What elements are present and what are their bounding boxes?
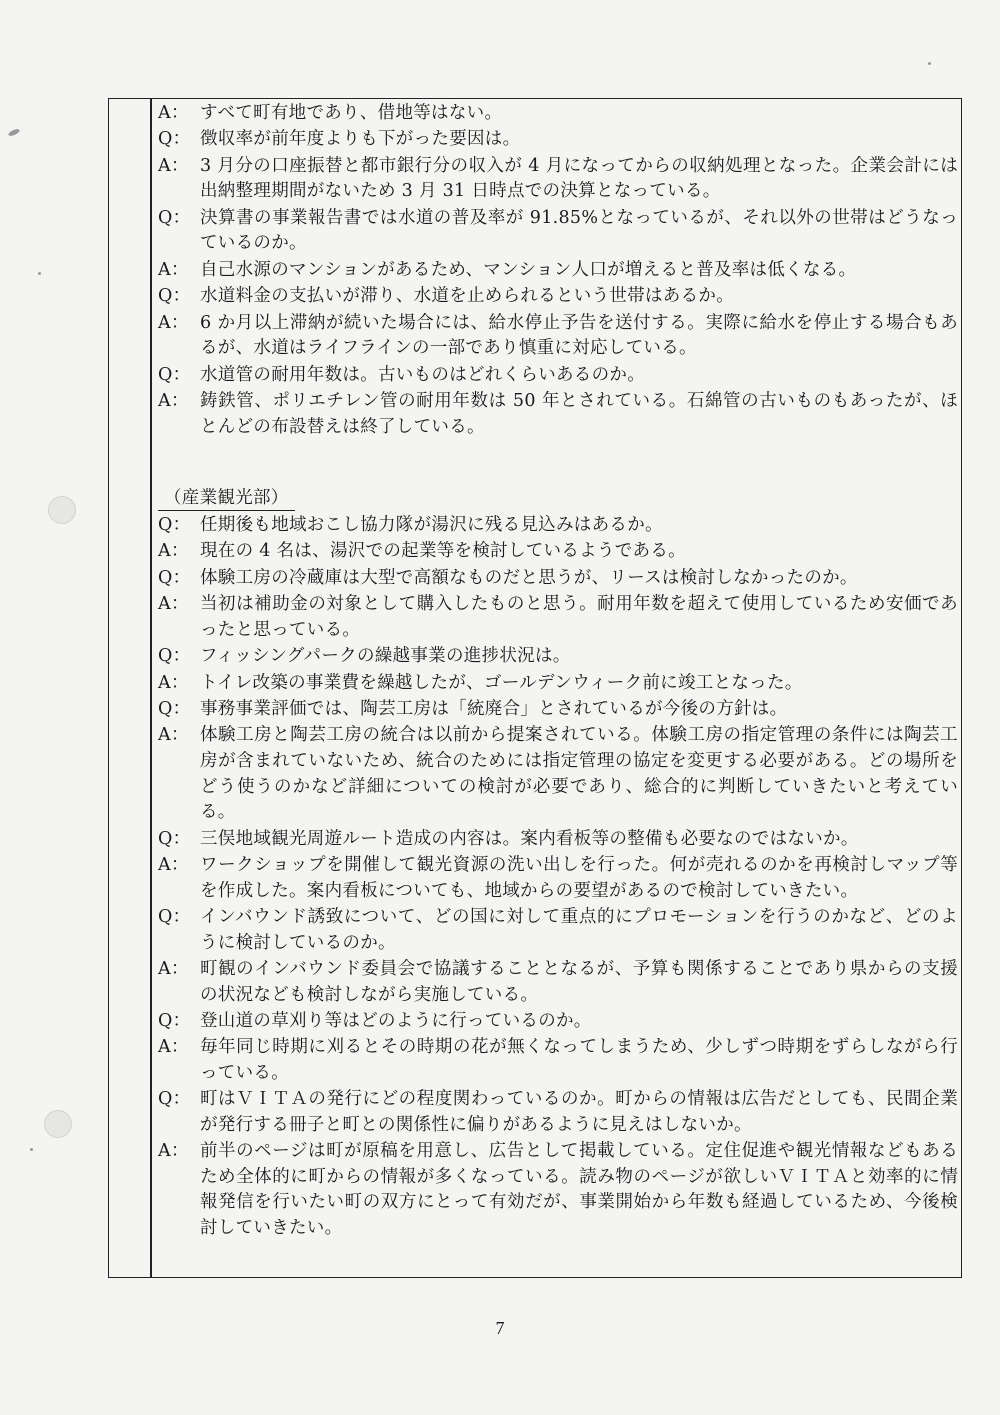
- qa-text: 水道料金の支払いが滞り、水道を止められるという世帯はあるか。: [200, 286, 734, 307]
- qa-prefix: Q：: [158, 828, 191, 849]
- qa-prefix: Q：: [158, 515, 191, 536]
- qa-prefix: A：: [158, 672, 189, 693]
- section-heading: （産業観光部）: [158, 486, 295, 511]
- qa-prefix: Q：: [158, 286, 191, 307]
- question-item: [158, 513, 958, 539]
- answer-item: [158, 539, 958, 565]
- qa-text: 町観のインバウンド委員会で協議することとなるが、予算も関係することであり県からの支援の状況なども検討しながら実施している。: [200, 958, 958, 1005]
- qa-text: フィッシングパークの繰越事業の進捗状況は。: [200, 646, 571, 667]
- qa-text: 決算書の事業報告書では水道の普及率が 91.85%となっているが、それ以外の世帯はどうなっているのか。: [200, 207, 958, 254]
- qa-prefix: Q：: [158, 129, 191, 150]
- question-item: [158, 644, 958, 670]
- qa-prefix: Q：: [158, 906, 191, 927]
- qa-prefix: Q：: [158, 364, 191, 385]
- punch-hole: [48, 496, 76, 524]
- scan-speck: [38, 272, 41, 275]
- qa-text: 鋳鉄管、ポリエチレン管の耐用年数は 50 年とされている。石綿管の古いものもあったが、ほとんどの布設替えは終了している。: [200, 390, 958, 437]
- qa-text: 自己水源のマンションがあるため、マンション人口が増えると普及率は低くなる。: [200, 259, 857, 280]
- qa-prefix: A：: [158, 594, 189, 615]
- punch-hole: [44, 1110, 72, 1138]
- answer-item: [158, 389, 958, 440]
- scan-speck: [8, 128, 21, 138]
- qa-text: 徴収率が前年度よりも下がった要因は。: [200, 129, 521, 150]
- qa-text: 体験工房と陶芸工房の統合は以前から提案されている。体験工房の指定管理の条件には陶芸工房が含まれていないため、統合のためには指定管理の協定を変更する必要がある。どの場所をどう使うのかなど詳細についての検討が必要であり、総合的に判断していきたいと考えている。: [200, 725, 958, 823]
- answer-item: [158, 154, 958, 205]
- answer-item: [158, 723, 958, 825]
- answer-item: [158, 1035, 958, 1086]
- answer-item: [158, 592, 958, 643]
- qa-text: 3 月分の口座振替と都市銀行分の収入が 4 月になってからの収納処理となった。企業会計には出納整理期間がないため 3 月 31 日時点での決算となっている。: [200, 155, 958, 202]
- qa-text: 現在の 4 名は、湯沢での起業等を検討しているようである。: [200, 541, 686, 562]
- answer-item: [158, 671, 958, 697]
- question-item: [158, 284, 958, 310]
- answer-item: [158, 311, 958, 362]
- qa-text: 体験工房の冷蔵庫は大型で高額なものだと思うが、リースは検討しなかったのか。: [200, 567, 858, 588]
- qa-prefix: A：: [158, 312, 189, 333]
- page-number: 7: [495, 1318, 505, 1338]
- qa-text: 6 か月以上滞納が続いた場合には、給水停止予告を送付する。実際に給水を停止する場合もあるが、水道はライフラインの一部であり慎重に対応している。: [200, 312, 958, 359]
- qa-text: インバウンド誘致について、どの国に対して重点的にプロモーションを行うのかなど、どのように検討しているのか。: [200, 906, 958, 953]
- qa-prefix: A：: [158, 1037, 189, 1058]
- qa-text: トイレ改築の事業費を繰越したが、ゴールデンウィーク前に竣工となった。: [200, 672, 803, 693]
- qa-prefix: Q：: [158, 646, 191, 667]
- qa-text: 事務事業評価では、陶芸工房は「統廃合」とされているが今後の方針は。: [200, 699, 788, 720]
- question-item: [158, 127, 958, 153]
- qa-text: 前半のページは町が原稿を用意し、広告として掲載している。定住促進や観光情報などもあるため全体的に町からの情報が多くなっている。読み物のページが欲しいＶＩＴＡと効率的に情報発信を行いたい町の双方にとって有効だが、事業開始から年数も経過しているため、今後検討していきたい。: [200, 1141, 958, 1239]
- column-divider: [150, 98, 152, 1278]
- qa-text: 毎年同じ時期に刈るとその時期の花が無くなってしまうため、少しずつ時期をずらしながら行っている。: [200, 1037, 958, 1083]
- qa-prefix: A：: [158, 541, 189, 562]
- qa-prefix: A：: [158, 1141, 189, 1162]
- answer-item: [158, 101, 958, 127]
- question-item: [158, 206, 958, 257]
- qa-prefix: A：: [158, 854, 189, 875]
- qa-text: 任期後も地域おこし協力隊が湯沢に残る見込みはあるか。: [200, 515, 663, 536]
- qa-prefix: A：: [158, 958, 189, 979]
- qa-text: 三俣地域観光周遊ルート造成の内容は。案内看板等の整備も必要なのではないか。: [200, 828, 859, 849]
- qa-text: 当初は補助金の対象として購入したものと思う。耐用年数を超えて使用しているため安価であったと思っている。: [200, 594, 958, 640]
- answer-item: [158, 1139, 958, 1241]
- qa-prefix: Q：: [158, 699, 191, 720]
- qa-prefix: A：: [158, 725, 189, 746]
- qa-text: ワークショップを開催して観光資源の洗い出しを行った。何が売れるのかを再検討しマップ等を作成した。案内看板についても、地域からの要望があるので検討していきたい。: [200, 854, 958, 901]
- qa-text: 水道管の耐用年数は。古いものはどれくらいあるのか。: [200, 364, 645, 385]
- qa-prefix: A：: [158, 103, 189, 123]
- qa-list-bottom: [158, 513, 958, 1242]
- minutes-content: [158, 101, 958, 1242]
- qa-prefix: Q：: [158, 1010, 191, 1031]
- question-item: [158, 827, 958, 853]
- scan-speck: [30, 1148, 33, 1151]
- qa-text: 町はＶＩＴＡの発行にどの程度関わっているのか。町からの情報は広告だとしても、民間企業が発行する冊子と町との関係性に偏りがあるように見えはしないか。: [200, 1089, 958, 1135]
- qa-prefix: A：: [158, 155, 189, 176]
- qa-prefix: Q：: [158, 567, 191, 588]
- answer-item: [158, 258, 958, 284]
- question-item: [158, 905, 958, 956]
- answer-item: [158, 853, 958, 904]
- question-item: [158, 697, 958, 723]
- qa-text: 登山道の草刈り等はどのように行っているのか。: [200, 1010, 592, 1031]
- question-item: [158, 1009, 958, 1035]
- qa-list-top: [158, 101, 958, 440]
- qa-prefix: Q：: [158, 207, 191, 228]
- qa-prefix: A：: [158, 259, 189, 280]
- question-item: [158, 566, 958, 592]
- scan-speck: [928, 62, 931, 65]
- qa-prefix: A：: [158, 390, 189, 411]
- question-item: [158, 1087, 958, 1138]
- answer-item: [158, 957, 958, 1008]
- qa-text: すべて町有地であり、借地等はない。: [200, 103, 503, 123]
- question-item: [158, 363, 958, 389]
- qa-prefix: Q：: [158, 1089, 191, 1110]
